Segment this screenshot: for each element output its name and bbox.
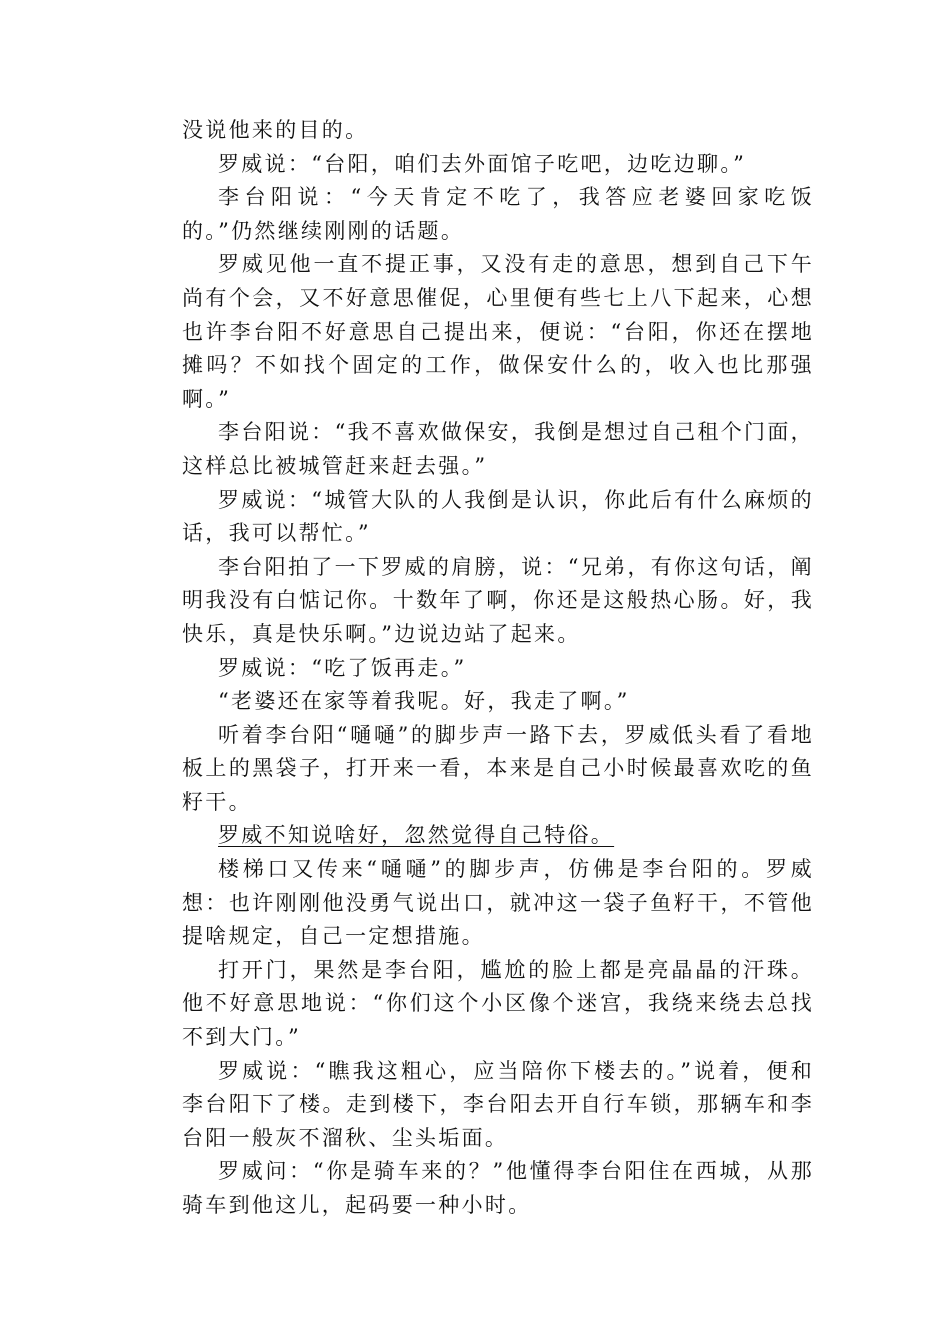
paragraph: 李台阳说：“今天肯定不吃了，我答应老婆回家吃饭的。”仍然继续刚刚的话题。: [182, 185, 814, 243]
paragraph: 罗威说：“台阳，咱们去外面馆子吃吧，边吃边聊。”: [218, 151, 747, 176]
paragraph: 罗威见他一直不提正事，又没有走的意思，想到自己下午尚有个会，又不好意思催促，心里便有些七上八下起来，心想也许李台阳不好意思自己提出来，便说：“台阳，你还在摆地摊吗？不如找个固定的工作，做保安什么的，收入也比那强啊。”: [182, 252, 814, 411]
paragraph: 罗威说：“吃了饭再走。”: [218, 655, 467, 680]
underlined-sentence: 罗威不知说啥好，忽然觉得自己特俗。: [218, 823, 615, 848]
paragraph: 听着李台阳“嗵嗵”的脚步声一路下去，罗威低头看了看地板上的黑袋子，打开来一看，本来是自己小时候最喜欢吃的鱼籽干。: [182, 722, 814, 814]
paragraph: 罗威说：“城管大队的人我倒是认识，你此后有什么麻烦的话，我可以帮忙。”: [182, 487, 814, 546]
underlined-paragraph: [182, 819, 814, 853]
paragraph: 罗威问：“你是骑车来的？”他懂得李台阳住在西城，从那骑车到他这儿，起码要一种小时。: [182, 1159, 814, 1217]
paragraph: 李台阳拍了一下罗威的肩膀，说：“兄弟，有你这句话，阐明我没有白惦记你。十数年了啊，你还是这般热心肠。好，我快乐，真是快乐啊。”边说边站了起来。: [182, 554, 814, 646]
paragraph: 罗威说：“瞧我这粗心，应当陪你下楼去的。”说着，便和李台阳下了楼。走到楼下，李台阳去开自行车锁，那辆车和李台阳一般灰不溜秋、尘头垢面。: [182, 1058, 814, 1150]
paragraph: 李台阳说：“我不喜欢做保安，我倒是想过自己租个门面，这样总比被城管赶来赶去强。”: [182, 420, 814, 478]
paragraph: 没说他来的目的。: [182, 118, 369, 142]
paragraph: 打开门，果然是李台阳，尴尬的脸上都是亮晶晶的汗珠。他不好意思地说：“你们这个小区像个迷宫，我绕来绕去总找不到大门。”: [182, 957, 814, 1050]
paragraph: 楼梯口又传来“嗵嗵”的脚步声，仿佛是李台阳的。罗威想：也许刚刚他没勇气说出口，就冲这一袋子鱼籽干，不管他提啥规定，自己一定想措施。: [182, 857, 814, 949]
paragraph: “老婆还在家等着我呢。好，我走了啊。”: [218, 689, 630, 714]
document-body: [182, 114, 814, 1223]
